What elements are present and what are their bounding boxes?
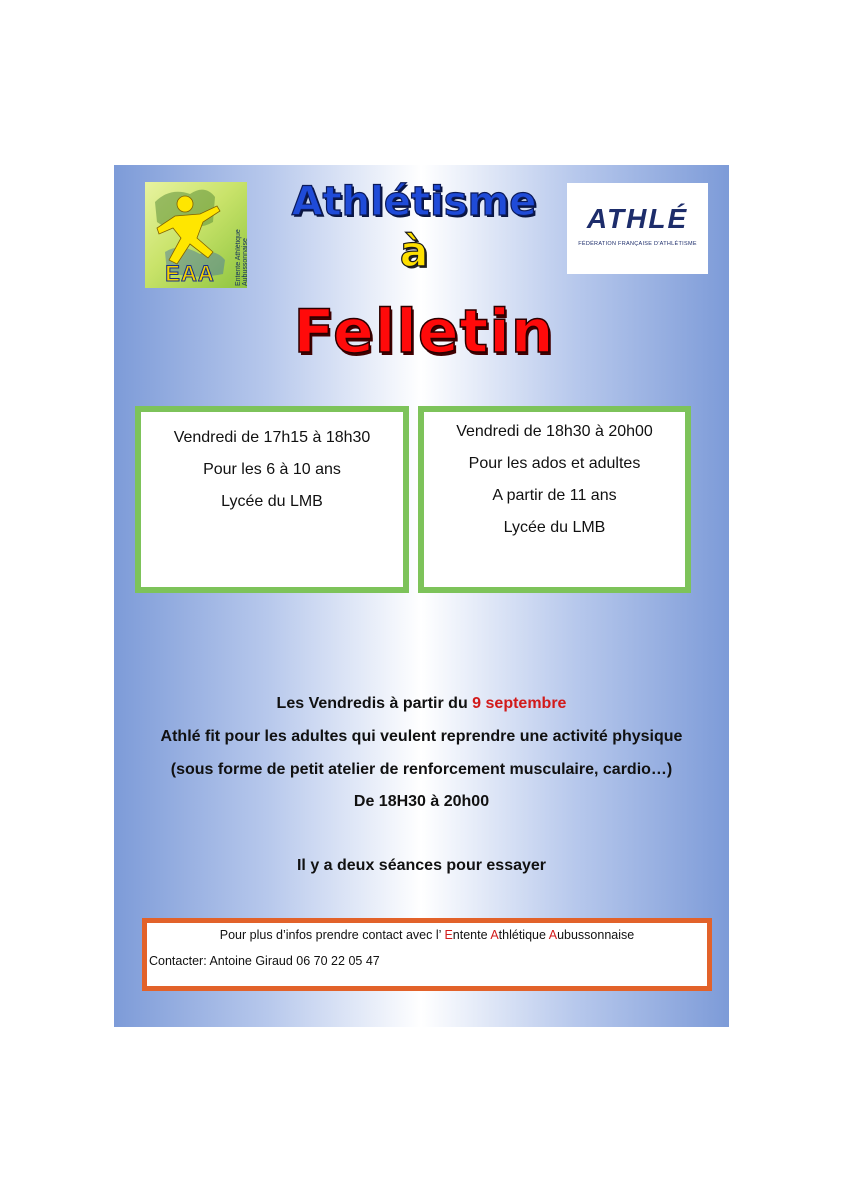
org-initial: A: [548, 928, 558, 942]
org-part: thlétique: [498, 928, 549, 942]
title-felletin: Felletin: [293, 297, 555, 367]
eaa-vertical-text: Entente Athlétique Aubussonnaise: [235, 229, 249, 286]
eaa-letters: EAA: [165, 261, 215, 286]
athle-word: ATHLÉ: [586, 203, 689, 234]
athle-logo: [567, 183, 708, 274]
session-line: Pour les ados et adultes: [468, 455, 641, 472]
org-initial: E: [444, 928, 453, 942]
info-athle-fit: Athlé fit pour les adultes qui veulent reprendre une activité physique: [160, 728, 683, 745]
contact-box: [142, 918, 712, 991]
title-athletisme: Athlétisme: [291, 179, 537, 225]
poster: [114, 165, 729, 1027]
info-start-prefix: Les Vendredis à partir du: [276, 695, 473, 712]
contact-intro: Pour plus d’infos prendre contact avec l’: [219, 928, 445, 942]
eaa-logo: [145, 182, 247, 288]
info-hours: De 18H30 à 20h00: [353, 793, 490, 810]
session-line: Vendredi de 17h15 à 18h30: [173, 429, 371, 446]
org-part: ntente: [452, 928, 491, 942]
info-start-date: [114, 695, 729, 713]
title-a: à: [399, 227, 429, 276]
org-initial: A: [490, 928, 499, 942]
athle-subtitle: FÉDÉRATION FRANÇAISE D'ATHLÉTISME: [578, 241, 697, 247]
contact-person: Contacter: Antoine Giraud 06 70 22 05 47: [149, 954, 380, 968]
info-trial: Il y a deux séances pour essayer: [296, 857, 547, 874]
org-part: ubussonnaise: [557, 928, 635, 942]
info-workshop: (sous forme de petit atelier de renforcement musculaire, cardio…): [170, 761, 673, 778]
session-line: Pour les 6 à 10 ans: [203, 461, 341, 478]
info-start-date-value: 9 septembre: [472, 695, 567, 712]
session-line: Lycée du LMB: [503, 519, 606, 536]
session-box-adults: [418, 406, 691, 593]
session-line: A partir de 11 ans: [492, 487, 617, 504]
session-box-kids: [135, 406, 409, 593]
contact-intro-line: [147, 928, 707, 942]
session-line: Vendredi de 18h30 à 20h00: [456, 423, 653, 440]
session-line: Lycée du LMB: [221, 493, 323, 510]
